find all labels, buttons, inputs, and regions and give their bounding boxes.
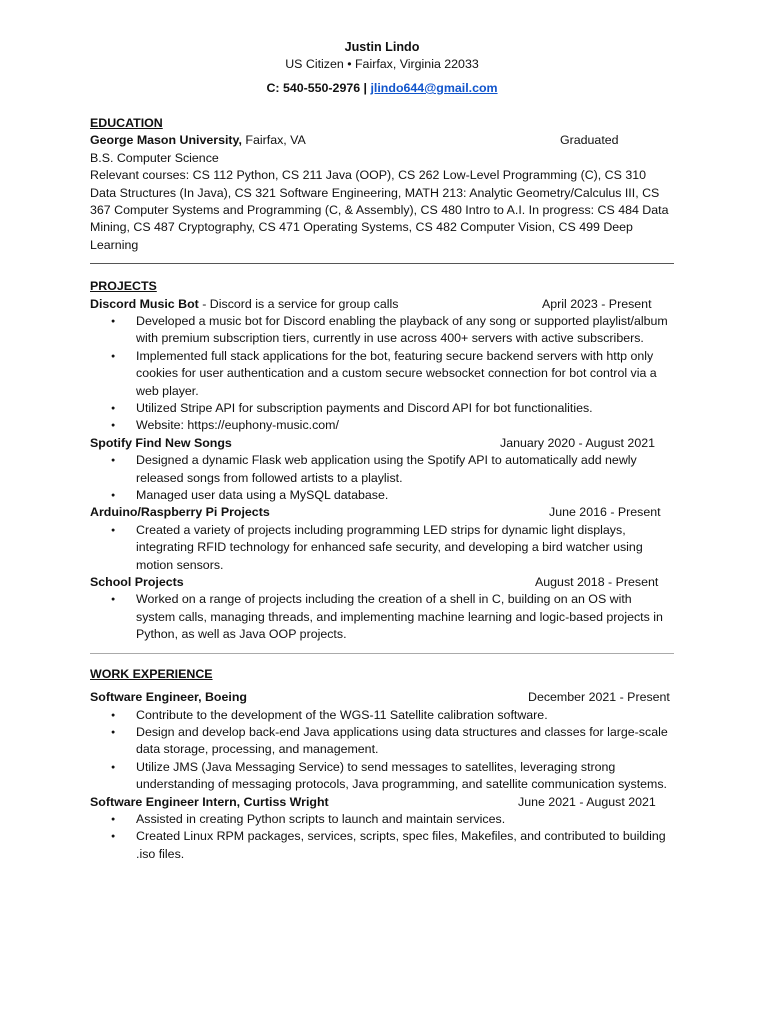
job-date: December 2021 - Present — [528, 690, 670, 705]
bullet-item: ● Assisted in creating Python scripts to launch and maintain services. — [136, 811, 674, 828]
work-experience-heading: WORK EXPERIENCE — [90, 666, 213, 681]
project-bullets — [90, 522, 674, 574]
bullet-item: ● Design and develop back-end Java applications using data structures and classes for large-scale data storage, processing, and management. — [136, 724, 674, 759]
section-divider — [90, 653, 674, 654]
job-role: Software Engineer Intern, Curtiss Wright — [90, 794, 329, 809]
job-entry-curtiss-wright — [90, 794, 674, 864]
bullet-item: ● Designed a dynamic Flask web application using the Spotify API to automatically add newly released songs from followed artists to a playlist. — [136, 452, 674, 487]
project-date: August 2018 - Present — [535, 575, 659, 590]
project-name: Discord Music Bot — [90, 296, 199, 311]
bullet-item: ● Utilized Stripe API for subscription payments and Discord API for bot functionalities. — [136, 400, 674, 417]
project-date: June 2016 - Present — [549, 505, 661, 520]
job-entry-boeing — [90, 689, 674, 793]
bullet-item: ● Contribute to the development of the WGS-11 Satellite calibration software. — [136, 707, 674, 724]
phone-number: C: 540-550-2976 | — [266, 81, 368, 95]
degree: B.S. Computer Science — [90, 150, 219, 165]
contact-line — [90, 79, 674, 97]
school-name: George Mason University, — [90, 133, 242, 148]
bullet-item: ● Created Linux RPM packages, services, scripts, spec files, Makefiles, and contributed to building .iso files. — [136, 828, 674, 863]
job-role: Software Engineer, Boeing — [90, 690, 247, 705]
school-location: Fairfax, VA — [245, 133, 306, 148]
bullet-item: ● Created a variety of projects including programming LED strips for dynamic light displays, integrating RFID technology for enhanced safe security, and developing a bird watcher using motion sensors. — [136, 522, 674, 574]
resume-page — [90, 38, 674, 863]
email-link[interactable]: jlindo644@gmail.com — [370, 81, 498, 95]
project-name: Spotify Find New Songs — [90, 435, 232, 450]
project-entry-spotify — [90, 435, 674, 505]
website-bullet[interactable]: ● Website: https://euphony-music.com/ — [136, 417, 674, 434]
project-bullets — [90, 452, 674, 504]
project-name: Arduino/Raspberry Pi Projects — [90, 505, 270, 520]
project-date: April 2023 - Present — [542, 296, 652, 311]
job-bullets — [90, 707, 674, 794]
project-entry-arduino — [90, 504, 674, 574]
education-heading: EDUCATION — [90, 116, 163, 130]
resume-header — [90, 38, 674, 97]
education-status: Graduated — [560, 133, 619, 148]
project-date: January 2020 - August 2021 — [500, 435, 655, 450]
bullet-item: ● Developed a music bot for Discord enabling the playback of any song or supported playlist/album with premium subscription tiers, currently in use across 400+ servers with active subscribers. — [136, 313, 674, 348]
section-divider — [90, 263, 674, 264]
projects-heading: PROJECTS — [90, 279, 157, 294]
bullet-item: ● Managed user data using a MySQL database. — [136, 487, 674, 504]
job-date: June 2021 - August 2021 — [518, 794, 656, 809]
project-bullets — [90, 313, 674, 435]
education-school-row — [90, 132, 674, 149]
project-bullets — [90, 591, 674, 643]
location-line: US Citizen • Fairfax, Virginia 22033 — [285, 57, 479, 71]
bullet-item: ● Utilize JMS (Java Messaging Service) to send messages to satellites, leveraging strong understanding of messaging protocols, Java programming, and satellite communication systems. — [136, 759, 674, 794]
bullet-item: ● Implemented full stack applications for the bot, featuring secure backend servers with http only cookies for user authentication and a custom secure websocket connection for bot control via a web player. — [136, 348, 674, 400]
project-entry-school — [90, 574, 674, 644]
project-entry-discord — [90, 296, 674, 435]
job-bullets — [90, 811, 674, 863]
project-name: School Projects — [90, 575, 184, 590]
candidate-name: Justin Lindo — [344, 40, 420, 54]
project-description: - Discord is a service for group calls — [198, 296, 399, 311]
relevant-courses: Relevant courses: CS 112 Python, CS 211 Java (OOP), CS 262 Low-Level Programming (C), CS 310 Data Structures (In Java), CS 321 Software Engineering, MATH 213: Analytic Geometry/Calculus III, CS 367 Computer Systems and Programming (C, & Assembly), CS 480 Intro to A.I. In progress: CS 484 Data Mining, CS 487 Cryptography, CS 471 Operating Systems, CS 482 Computer Vision, CS 499 Deep Learning — [90, 168, 669, 252]
bullet-item: ● Worked on a range of projects including the creation of a shell in C, building on an OS with system calls, managing threads, and implementing machine learning and logic-based projects in Python, as well as Java OOP projects. — [136, 591, 674, 643]
